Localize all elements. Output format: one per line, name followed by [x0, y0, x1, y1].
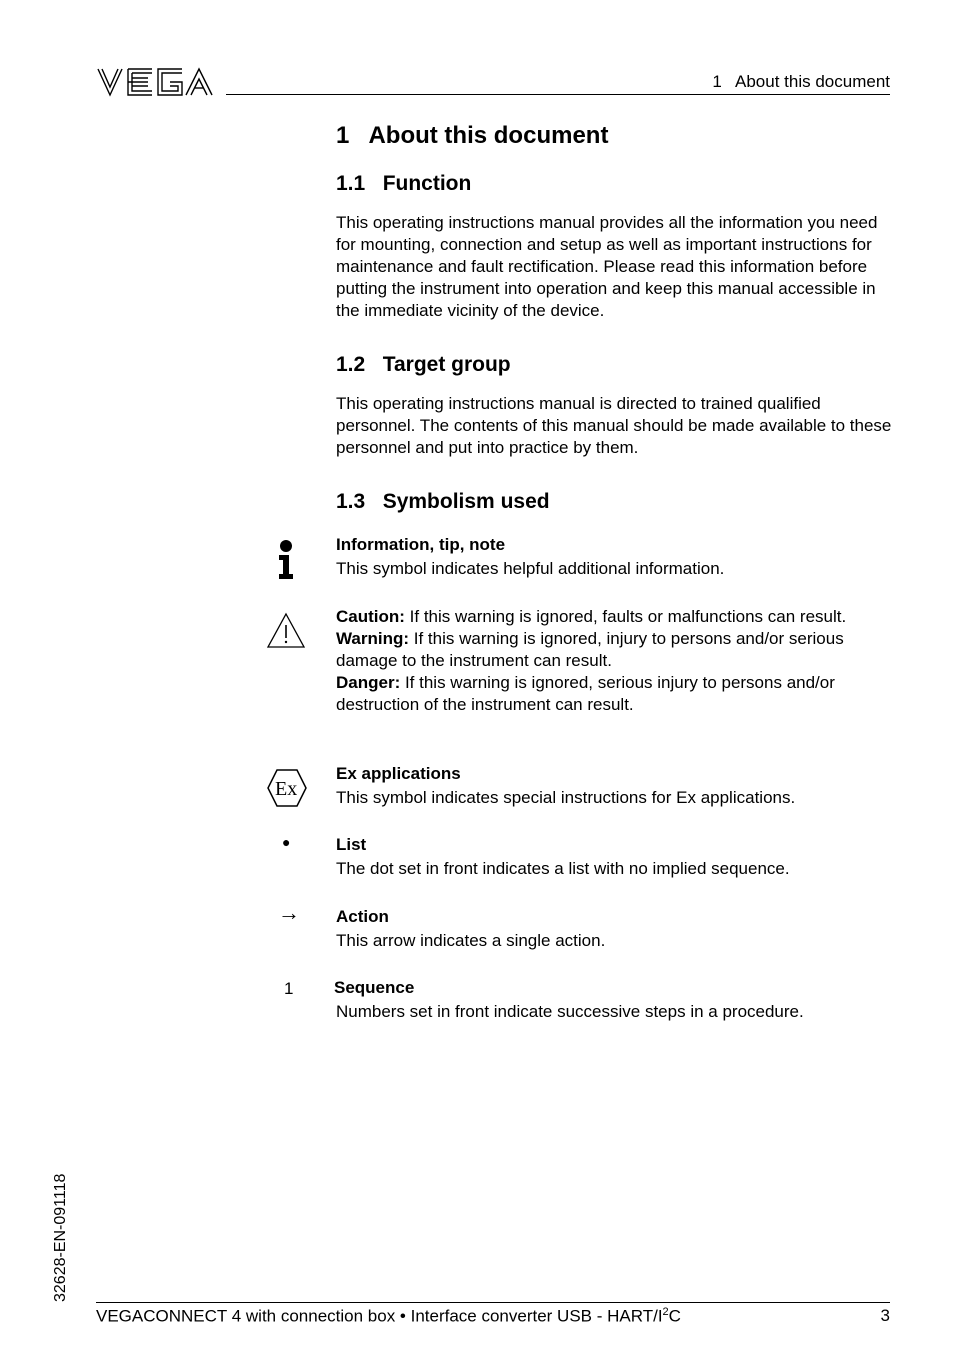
list-text: The dot set in front indicates a list with no implied sequence. [336, 859, 790, 878]
action-arrow-icon: → [278, 900, 300, 925]
page-number: 3 [880, 1306, 890, 1325]
caution-text: If this warning is ignored, faults or malfunctions can result. [404, 607, 847, 626]
info-icon [276, 539, 296, 581]
ex-hexagon-icon [266, 768, 308, 808]
info-text: This symbol indicates helpful additional information. [336, 559, 725, 578]
footer-rule [96, 1302, 890, 1303]
warning-label: Warning: [336, 629, 410, 648]
footer-title-sup: 2 [662, 1306, 669, 1318]
caution-label: Caution: [336, 607, 405, 626]
footer-title [96, 1306, 681, 1327]
warning-triangle-icon [266, 612, 306, 650]
warning-block [336, 606, 876, 716]
header-rule [226, 94, 890, 95]
info-title: Information, tip, note [336, 535, 506, 554]
section-body-target-group: This operating instructions manual is directed to trained qualified personnel. The contents of this manual should be made available to these personnel and put into practice by them. [336, 394, 892, 457]
list-bullet-icon: ● [282, 834, 291, 850]
section-title-symbolism: 1.3 Symbolism used [336, 490, 550, 513]
danger-label: Danger: [336, 673, 401, 692]
ex-title: Ex applications [336, 764, 461, 783]
document-code: 32628-EN-091118 [52, 1173, 69, 1302]
running-title: 1 About this document [712, 72, 890, 91]
footer-title-main: VEGACONNECT 4 with connection box • Interface converter USB - HART/I [96, 1306, 663, 1326]
sequence-number-marker: 1 [284, 979, 294, 998]
action-text: This arrow indicates a single action. [336, 931, 606, 950]
section-title-target-group: 1.2 Target group [336, 353, 511, 376]
section-body-function: This operating instructions manual provides all the information you need for mounting, connection and setup as well as important instructions for maintenance and fault rectification. Please read this information before putting the instrument into operation and keep this manual accessible in the immediate vicinity of the device. [336, 213, 878, 320]
section-title-function: 1.1 Function [336, 172, 472, 195]
action-title: Action [336, 907, 389, 926]
danger-text: If this warning is ignored, serious injury to persons and/or destruction of the instrument can result. [336, 673, 835, 714]
sequence-text: Numbers set in front indicate successive steps in a procedure. [336, 1002, 804, 1021]
sequence-title: Sequence [334, 978, 415, 997]
chapter-title: 1 About this document [336, 122, 609, 149]
svg-text:Ex: Ex [275, 778, 298, 800]
footer-title-end: C [668, 1306, 681, 1326]
list-title: List [336, 835, 367, 854]
warning-text: If this warning is ignored, injury to persons and/or serious damage to the instrument can result. [336, 629, 844, 670]
ex-text: This symbol indicates special instructions for Ex applications. [336, 788, 796, 807]
vega-logo [96, 66, 214, 98]
